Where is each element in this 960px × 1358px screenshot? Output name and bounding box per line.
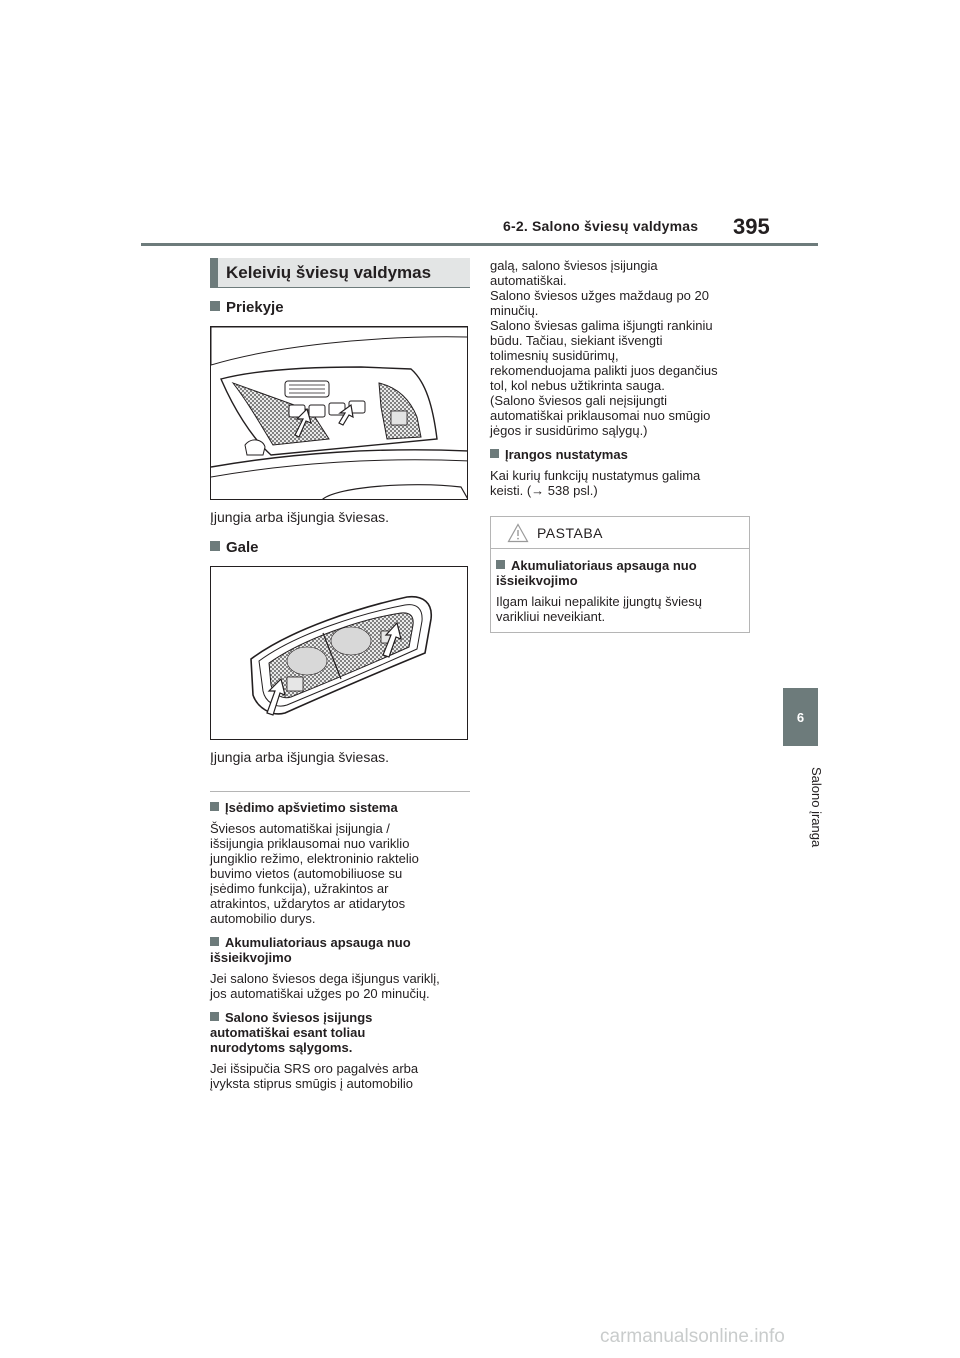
front-heading: Priekyje [210,299,470,316]
chapter-title: Salono įranga [809,766,824,848]
bullet-square-icon [210,802,219,811]
caution-box [490,516,750,633]
caution-label: PASTABA [537,524,604,541]
caution-title: Akumuliatoriaus apsauga nuo išsieikvojimo [496,558,697,588]
bullet-square-icon [210,301,220,311]
rear-light-figure [210,566,468,740]
running-header: 6-2. Salono šviesų valdymas [503,218,699,234]
front-light-figure [210,326,468,500]
note-battery-body: Jei salono šviesos dega išjungus variklį, jos automatiškai užges po 20 minučių. [210,971,440,1001]
note-auto-on-body: Jei išsipučia SRS oro pagalvės arba įvyksta stiprus smūgis į automobilio [210,1061,419,1091]
bullet-square-icon [496,560,505,569]
front-overhead-console-illustration [211,327,468,500]
bullet-square-icon [210,937,219,946]
warning-triangle-icon [507,523,529,543]
header-rule [141,243,818,246]
rear-heading: Gale [210,539,470,556]
caution-content [491,558,749,632]
right-column [490,258,752,633]
section-title [210,258,470,288]
watermark: carmanualsonline.info [600,1326,785,1347]
rear-dome-light-illustration [211,567,468,740]
section-title-text: Keleivių šviesų valdymas [226,262,432,282]
bullet-square-icon [490,449,499,458]
rear-caption: Įjungia arba išjungia šviesas. [210,749,389,765]
chapter-tab: 6 [783,688,818,746]
note-entry-lighting-body: Šviesos automatiškai įsijungia / išsijungia priklausomai nuo variklio jungiklio režimo, elektroninio raktelio buvimo vietos (automobiliuose su įsėdimo funkcija), užrakintos ar atrakintos, uždarytos ar atidarytos automobilio durys. [210,821,419,926]
left-column [210,258,470,1091]
caution-header [491,517,749,549]
front-caption: Įjungia arba išjungia šviesas. [210,509,389,525]
page-number: 395 [733,214,770,239]
settings-body: Kai kurių funkcijų nustatymus galima keisti. (→ 538 psl.) [490,468,701,498]
continued-text: galą, salono šviesos įsijungia automatiškai. Salono šviesos užges maždaug po 20 minučių. Salono šviesas galima išjungti rankiniu būdu. Tačiau, siekiant išvengti tolimesnių susidūrimų, rekomenduojama palikti juos degančius tol, kol nebus užtikrinta sauga. (Salono šviesos gali neįsijungti automatiškai priklausomai nuo smūgio jėgos ir susidūrimo sąlygų.) [490,258,718,438]
section-divider [210,791,470,792]
note-battery-title: Akumuliatoriaus apsauga nuo išsieikvojimo [210,935,411,965]
note-entry-lighting-title: Įsėdimo apšvietimo sistema [210,800,470,815]
settings-title: Įrangos nustatymas [490,447,752,462]
bullet-square-icon [210,1012,219,1021]
caution-body: Ilgam laikui nepalikite įjungtų šviesų varikliui neveikiant. [496,594,702,624]
note-auto-on-title: Salono šviesos įsijungs automatiškai esant toliau nurodytoms sąlygoms. [210,1010,373,1055]
bullet-square-icon [210,541,220,551]
